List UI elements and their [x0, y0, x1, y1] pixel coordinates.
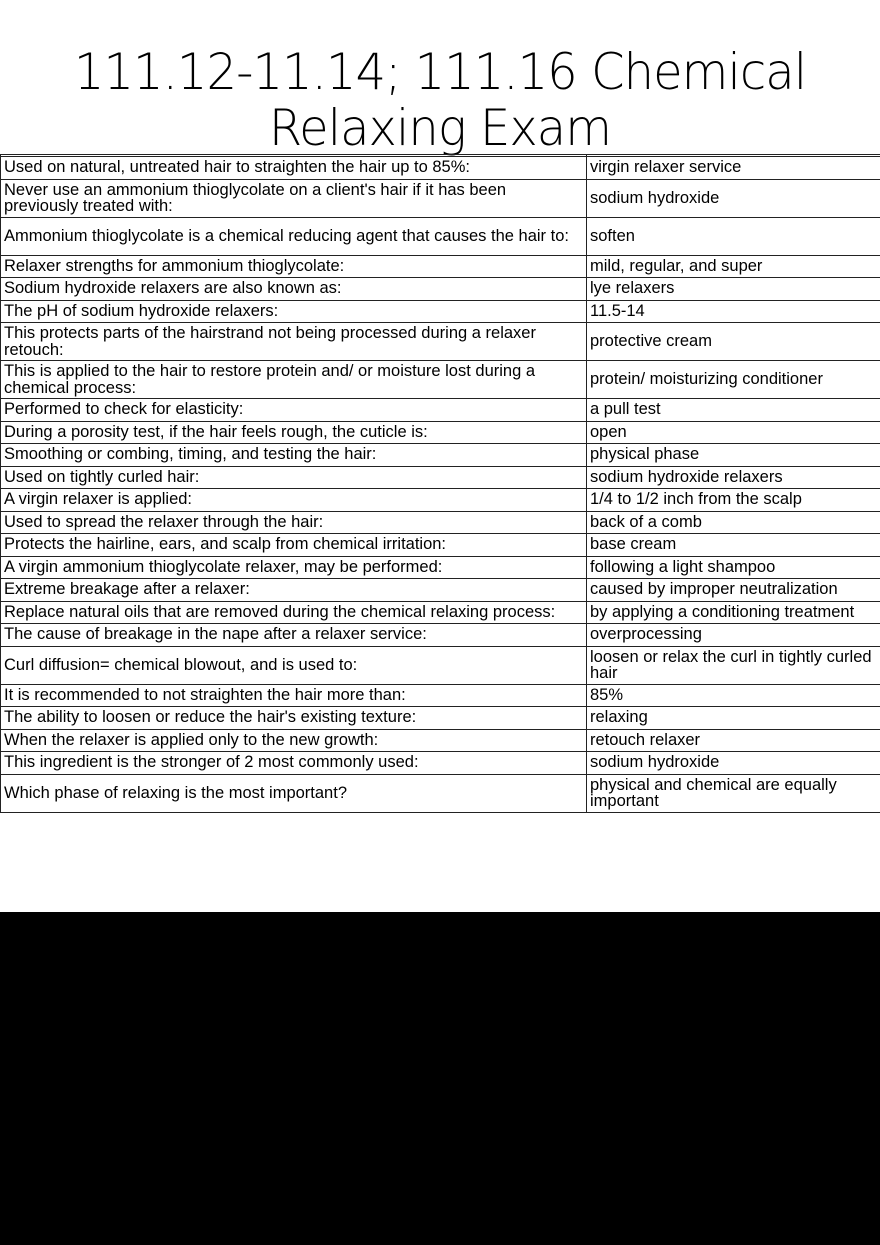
- question-cell: Replace natural oils that are removed during the chemical relaxing process:: [1, 601, 587, 624]
- answer-cell: protein/ moisturizing conditioner: [587, 361, 880, 399]
- answer-cell: open: [587, 421, 880, 444]
- question-cell: When the relaxer is applied only to the new growth:: [1, 729, 587, 752]
- table-row: [1, 466, 880, 489]
- question-cell: The pH of sodium hydroxide relaxers:: [1, 300, 587, 323]
- table-row: [1, 489, 880, 512]
- question-cell: This is applied to the hair to restore protein and/ or moisture lost during a chemical process:: [1, 361, 587, 399]
- question-cell: The cause of breakage in the nape after a relaxer service:: [1, 624, 587, 647]
- table-row: [1, 217, 880, 255]
- answer-cell: relaxing: [587, 707, 880, 730]
- question-cell: A virgin relaxer is applied:: [1, 489, 587, 512]
- answer-cell: a pull test: [587, 399, 880, 422]
- answer-cell: lye relaxers: [587, 278, 880, 301]
- table-row: [1, 729, 880, 752]
- question-cell: The ability to loosen or reduce the hair's existing texture:: [1, 707, 587, 730]
- question-cell: Never use an ammonium thioglycolate on a client's hair if it has been previously treated with:: [1, 179, 587, 217]
- table-row: [1, 601, 880, 624]
- answer-cell: caused by improper neutralization: [587, 579, 880, 602]
- question-cell: Extreme breakage after a relaxer:: [1, 579, 587, 602]
- question-cell: Smoothing or combing, timing, and testing the hair:: [1, 444, 587, 467]
- table-row: [1, 579, 880, 602]
- question-cell: This protects parts of the hairstrand not being processed during a relaxer retouch:: [1, 323, 587, 361]
- table-row: [1, 646, 880, 684]
- question-cell: A virgin ammonium thioglycolate relaxer, may be performed:: [1, 556, 587, 579]
- qa-table-body: [1, 155, 880, 813]
- question-cell: This ingredient is the stronger of 2 most commonly used:: [1, 752, 587, 775]
- question-cell: Ammonium thioglycolate is a chemical reducing agent that causes the hair to:: [1, 217, 587, 255]
- table-row: [1, 511, 880, 534]
- question-cell: During a porosity test, if the hair feels rough, the cuticle is:: [1, 421, 587, 444]
- table-row: [1, 361, 880, 399]
- question-cell: Performed to check for elasticity:: [1, 399, 587, 422]
- question-cell: Which phase of relaxing is the most important?: [1, 774, 587, 812]
- question-cell: Protects the hairline, ears, and scalp from chemical irritation:: [1, 534, 587, 557]
- table-row: [1, 300, 880, 323]
- answer-cell: by applying a conditioning treatment: [587, 601, 880, 624]
- answer-cell: loosen or relax the curl in tightly curled hair: [587, 646, 880, 684]
- table-row: [1, 556, 880, 579]
- table-row: [1, 157, 880, 180]
- table-row: [1, 421, 880, 444]
- table-row: [1, 255, 880, 278]
- table-row: [1, 534, 880, 557]
- question-cell: Sodium hydroxide relaxers are also known as:: [1, 278, 587, 301]
- table-row: [1, 624, 880, 647]
- table-row: [1, 752, 880, 775]
- answer-cell: back of a comb: [587, 511, 880, 534]
- question-cell: Relaxer strengths for ammonium thioglycolate:: [1, 255, 587, 278]
- table-row: [1, 774, 880, 812]
- title-line-2: Relaxing Exam: [268, 98, 612, 157]
- answer-cell: base cream: [587, 534, 880, 557]
- question-cell: Curl diffusion= chemical blowout, and is used to:: [1, 646, 587, 684]
- qa-table: [0, 154, 880, 813]
- table-row: [1, 399, 880, 422]
- answer-cell: retouch relaxer: [587, 729, 880, 752]
- table-row: [1, 179, 880, 217]
- answer-cell: mild, regular, and super: [587, 255, 880, 278]
- answer-cell: physical and chemical are equally important: [587, 774, 880, 812]
- answer-cell: 1/4 to 1/2 inch from the scalp: [587, 489, 880, 512]
- answer-cell: 85%: [587, 684, 880, 707]
- question-cell: Used on natural, untreated hair to straighten the hair up to 85%:: [1, 157, 587, 180]
- answer-cell: protective cream: [587, 323, 880, 361]
- question-cell: Used to spread the relaxer through the hair:: [1, 511, 587, 534]
- answer-cell: sodium hydroxide: [587, 179, 880, 217]
- answer-cell: overprocessing: [587, 624, 880, 647]
- table-row: [1, 707, 880, 730]
- answer-cell: sodium hydroxide: [587, 752, 880, 775]
- table-row: [1, 684, 880, 707]
- answer-cell: virgin relaxer service: [587, 157, 880, 180]
- answer-cell: following a light shampoo: [587, 556, 880, 579]
- question-cell: It is recommended to not straighten the hair more than:: [1, 684, 587, 707]
- answer-cell: 11.5-14: [587, 300, 880, 323]
- question-cell: Used on tightly curled hair:: [1, 466, 587, 489]
- answer-cell: sodium hydroxide relaxers: [587, 466, 880, 489]
- answer-cell: physical phase: [587, 444, 880, 467]
- table-row: [1, 323, 880, 361]
- title-line-1: 111.12-11.14; 111.16 Chemical: [73, 42, 807, 101]
- table-row: [1, 278, 880, 301]
- blank-black-region: [0, 912, 880, 1245]
- page-title: [18, 44, 863, 156]
- answer-cell: soften: [587, 217, 880, 255]
- table-row: [1, 444, 880, 467]
